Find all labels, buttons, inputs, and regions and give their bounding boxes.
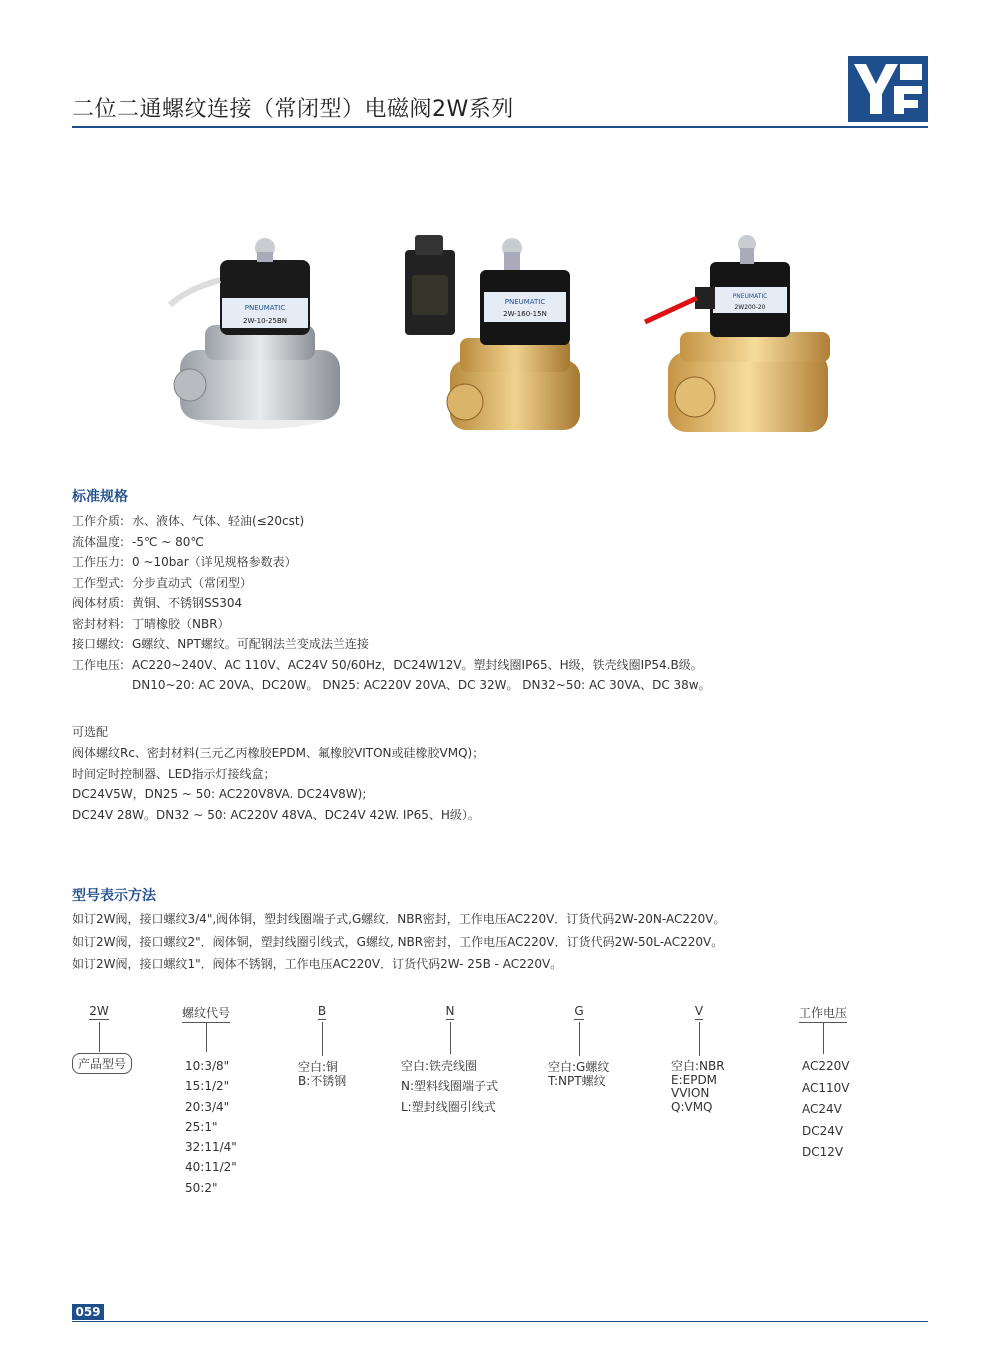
optional-title: 可选配 xyxy=(72,725,109,739)
product-brand: PNEUMATIC xyxy=(504,298,546,306)
voltage-note: DN10~20: AC 20VA、DC20W。 DN25: AC220V 20VA、DC 32W。 DN32~50: AC 30VA、DC 38w。 xyxy=(132,678,711,692)
spec-row: 工作电压: AC220~240V、AC 110V、AC24V 50/60Hz，DC24W12V。塑封线圈IP65、H级，铁壳线圈IP54.B级。 xyxy=(72,657,703,672)
code-body: B xyxy=(317,1004,327,1018)
spec-row: 流体温度: -5℃ ~ 80℃ xyxy=(72,534,204,549)
optional-line: DC24V 28W。DN32 ~ 50: AC220V 48VA、DC24V 42W. IP65、H级）。 xyxy=(72,807,480,822)
product-label: 2W-10-25BN xyxy=(243,317,287,325)
thread-options: 10:3/8" 15:1/2" 20:3/4" 25:1" 32:11/4" 40:11/2" 50:2" xyxy=(185,1059,237,1195)
spec-row: 阀体材质: 黄铜、不锈钢SS304 xyxy=(72,596,243,610)
product-label: 2W200-20 xyxy=(734,304,766,311)
spec-row: 接口螺纹: G螺纹、NPT螺纹。可配钢法兰变成法兰连接 xyxy=(72,637,369,651)
seal-options: 空白:NBR E:EPDM VVION Q:VMQ xyxy=(671,1059,725,1114)
code-connector xyxy=(322,1022,323,1056)
coil-options: 空白:铁壳线圈 N:塑料线圈端子式 L:塑封线圈引线式 xyxy=(401,1059,499,1114)
code-connector xyxy=(99,1022,100,1052)
product-brand: PNEUMATIC xyxy=(244,304,286,312)
product-label: 2W-160-15N xyxy=(503,310,547,318)
spec-row: 工作压力: 0 ~10bar（详见规格参数表） xyxy=(72,555,297,569)
specs-title: 标准规格 xyxy=(72,489,128,505)
page-number: 059 xyxy=(72,1304,104,1320)
code-thread-type: G xyxy=(574,1004,584,1018)
voltage-options: AC220V AC110V AC24V DC24V DC12V xyxy=(802,1059,850,1159)
code-connector xyxy=(699,1022,700,1056)
product-brand: PNEUMATIC xyxy=(732,293,768,300)
model-example: 如订2W阀，接口螺纹1"．阀体不锈钢，工作电压AC220V．订货代码2W- 25B - AC220V。 xyxy=(72,957,563,971)
model-example: 如订2W阀，接口螺纹3/4",阀体铜，塑封线圈端子式,G螺纹．NBR密封，工作电压AC220V．订货代码2W-20N-AC220V。 xyxy=(72,912,726,926)
code-seal: V xyxy=(694,1004,704,1018)
code-connector xyxy=(823,1022,824,1054)
body-options: 空白:铜 B:不锈钢 xyxy=(298,1060,347,1088)
footer-divider xyxy=(72,1321,928,1322)
optional-line: 阀体螺纹Rc、密封材料(三元乙丙橡胶EPDM、氟橡胶VITON或硅橡胶VMQ)； xyxy=(72,746,485,760)
optional-line: DC24V5W，DN25 ~ 50: AC220V8VA. DC24V8W); xyxy=(72,787,367,801)
product-image-brass-terminal xyxy=(400,230,585,440)
model-example: 如订2W阀，接口螺纹2"．阀体铜，塑封线圈引线式，G螺纹, NBR密封，工作电压AC220V．订货代码2W-50L-AC220V。 xyxy=(72,934,724,949)
spec-row: 工作型式: 分步直动式（常闭型） xyxy=(72,575,253,590)
spec-row: 工作介质: 水、液体、气体、轻油(≤20cst) xyxy=(72,514,305,528)
optional-line: 时间定时控制器、LED指示灯接线盒； xyxy=(72,766,276,781)
page-title: 二位二通螺纹连接（常闭型）电磁阀2W系列 xyxy=(72,97,514,122)
model-examples xyxy=(72,908,725,976)
code-2w: 2W xyxy=(89,1004,109,1018)
product-image-stainless xyxy=(165,230,345,435)
specs-list xyxy=(72,511,711,696)
model-title: 型号表示方法 xyxy=(72,888,156,904)
code-thread: 螺纹代号 xyxy=(176,1004,236,1023)
code-connector xyxy=(206,1022,207,1052)
code-connector xyxy=(450,1022,451,1054)
code-coil: N xyxy=(445,1004,455,1018)
product-image-brass-lead xyxy=(640,232,835,437)
yf-logo xyxy=(848,56,928,122)
optional-list xyxy=(72,743,484,825)
code-connector xyxy=(579,1022,580,1056)
spec-row: 密封材料: 丁晴橡胶（NBR） xyxy=(72,616,230,631)
product-type-label: 产品型号 xyxy=(72,1053,132,1074)
code-voltage: 工作电压 xyxy=(793,1004,853,1023)
thread-type-options: 空白:G螺纹 T:NPT螺纹 xyxy=(548,1060,610,1088)
header-divider xyxy=(72,126,928,128)
